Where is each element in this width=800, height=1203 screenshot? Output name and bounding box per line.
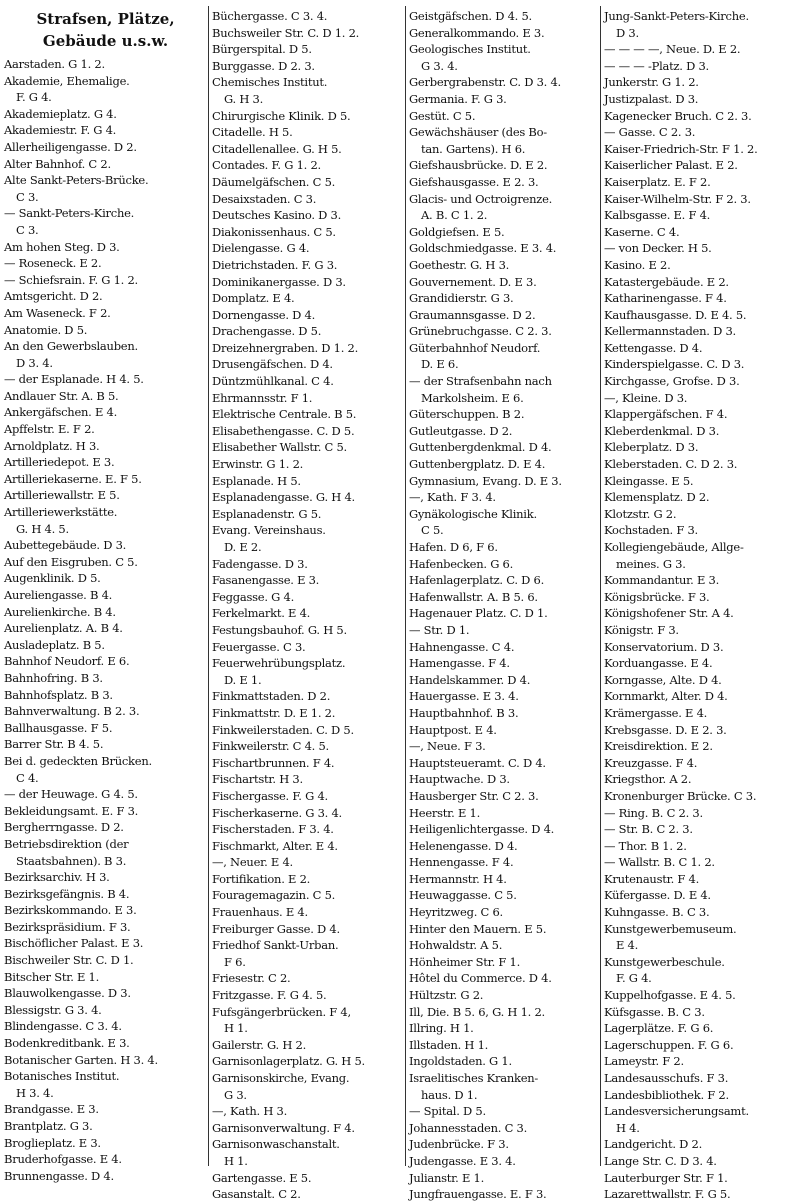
index-entry: Artilleriedepot. E 3. [4, 455, 115, 470]
heading-line-2: Gebäude u.s.w. [42, 32, 169, 50]
index-entry: Kaiserplatz. E. F 2. [604, 174, 711, 189]
index-entry: Lauterburger Str. F 1. [604, 1170, 728, 1185]
index-entry: Hauptsteueramt. C. D 4. [409, 755, 546, 770]
column-divider [405, 6, 406, 1166]
index-entry: Ballhausgasse. F 5. [4, 720, 113, 735]
index-entry: Kleberplatz. D 3. [604, 440, 699, 455]
index-entry: Barrer Str. B 4. 5. [4, 737, 104, 752]
index-entry: Geologisches Institut. [409, 42, 531, 57]
index-entry: Auf den Eisgruben. C 5. [4, 554, 138, 569]
index-entry: Kreuzgasse. F 4. [604, 755, 698, 770]
index-entry: Evang. Vereinshaus. [212, 523, 326, 538]
index-entry: Dominikanergasse. D 3. [212, 274, 346, 289]
index-entry: Alte Sankt-Peters-Brücke. [4, 173, 149, 188]
index-entry: Lagerplätze. F. G 6. [604, 1021, 714, 1036]
index-entry: Handelskammer. D 4. [409, 672, 531, 687]
index-entry: Kommandantur. E 3. [604, 573, 719, 588]
index-entry: Lagerschuppen. F. G 6. [604, 1037, 734, 1052]
index-entry: Justizpalast. D 3. [604, 91, 699, 106]
index-entry: Landesversicherungsamt. [604, 1104, 749, 1119]
index-entry: Hahnengasse. C 4. [409, 639, 515, 654]
index-entry: Garnisonskirche, Evang. [212, 1071, 350, 1085]
index-entry: Buchsweiler Str. C. D 1. 2. [212, 25, 360, 40]
index-entry: Kuhngasse. B. C 3. [604, 905, 710, 920]
index-entry: Giefshausgasse. E 2. 3. [409, 174, 539, 189]
entry-continuation: Markolsheim. E 6. [421, 390, 524, 405]
index-entry: Dielengasse. G 4. [212, 241, 310, 256]
index-entry: Botanisches Institut. [4, 1069, 120, 1084]
index-entry: Fouragemagazin. C 5. [212, 888, 336, 903]
index-entry: Ausladeplatz. B 5. [4, 637, 105, 652]
index-entry: Hültzstr. G 2. [409, 988, 484, 1003]
entry-continuation: F 6. [224, 954, 246, 969]
index-entry: Heiligenlichtergasse. D 4. [409, 822, 555, 837]
index-entry: Katastergebäude. E 2. [604, 274, 729, 289]
column-divider [600, 6, 601, 1166]
entry-continuation: G 3. [224, 1087, 247, 1102]
index-entry: Kinderspielgasse. C. D 3. [604, 357, 745, 372]
index-entry: Finkmattstr. D. E 1. 2. [212, 705, 336, 720]
entry-continuation: haus. D 1. [421, 1087, 478, 1102]
index-entry: Hauergasse. E 3. 4. [409, 689, 519, 704]
entry-continuation: H 4. [616, 1120, 640, 1135]
index-entry: Korduangasse. E 4. [604, 656, 713, 671]
index-entry: Kleingasse. E 5. [604, 473, 694, 488]
index-entry: Hennengasse. F 4. [409, 855, 514, 870]
index-entry: Erwinstr. G 1. 2. [212, 457, 304, 472]
index-entry: Citadelle. H 5. [212, 125, 293, 140]
index-entry: Kaserne. C 4. [604, 224, 680, 239]
entry-list [604, 8, 800, 1203]
index-entry: Fortifikation. E 2. [212, 871, 311, 886]
index-entry: Artilleriewallstr. E 5. [4, 488, 120, 503]
index-entry: Judengasse. E 3. 4. [409, 1153, 516, 1168]
index-entry: Julianstr. E 1. [409, 1170, 484, 1185]
index-entry: — Ring. B. C 2. 3. [604, 805, 703, 820]
entry-continuation: G 3. 4. [421, 58, 458, 73]
index-entry: Artilleriewerkstätte. [4, 505, 118, 520]
index-entry: Chirurgische Klinik. D 5. [212, 108, 351, 123]
index-entry: Hinter den Mauern. E 5. [409, 921, 547, 936]
entry-continuation: G. H 3. [224, 91, 263, 106]
index-entry: Kronenburger Brücke. C 3. [604, 788, 757, 803]
index-entry: Garnisonverwaltung. F 4. [212, 1120, 355, 1135]
index-entry: Gouvernement. D. E 3. [409, 274, 537, 289]
index-entry: Krebsgasse. D. E 2. 3. [604, 722, 727, 737]
index-entry: Landesbibliothek. F 2. [604, 1087, 729, 1102]
index-entry: Hafenbecken. G 6. [409, 556, 514, 571]
index-entry: Elektrische Centrale. B 5. [212, 407, 357, 422]
index-entry: Kleberstaden. C. D 2. 3. [604, 457, 738, 472]
index-entry: Heerstr. E 1. [409, 805, 480, 820]
index-entry: Elisabether Wallstr. C 5. [212, 440, 347, 455]
index-entry: Fadengasse. D 3. [212, 556, 308, 571]
index-entry: Arnoldplatz. H 3. [4, 438, 100, 453]
index-entry: Aurelienkirche. B 4. [4, 604, 116, 619]
index-entry: Hohwaldstr. A 5. [409, 938, 503, 953]
index-entry: — — — -Platz. D 3. [604, 58, 709, 73]
index-column-3 [409, 8, 599, 1202]
index-entry: Akademiestr. F. G 4. [4, 123, 117, 138]
index-entry: Apffelstr. E. F 2. [4, 422, 95, 437]
index-entry: Botanischer Garten. H 3. 4. [4, 1052, 158, 1067]
index-entry: Elisabethengasse. C. D 5. [212, 423, 355, 438]
entry-continuation: G. H 4. 5. [16, 521, 69, 536]
entry-continuation: C 3. [16, 189, 39, 204]
column-divider [208, 6, 209, 1166]
index-entry: Aubettegebäude. D 3. [4, 538, 127, 553]
index-entry: Küfsgasse. B. C 3. [604, 1004, 705, 1019]
index-entry: Am hohen Steg. D 3. [4, 239, 120, 254]
index-entry: Kasino. E 2. [604, 257, 671, 272]
index-entry: Königstr. F 3. [604, 622, 679, 637]
entry-continuation: D. E 6. [421, 357, 459, 372]
index-entry: Friedhof Sankt-Urban. [212, 938, 339, 953]
index-entry: Ingoldstaden. G 1. [409, 1054, 512, 1069]
index-entry: Illring. H 1. [409, 1021, 474, 1036]
index-entry: — Str. B. C 2. 3. [604, 822, 693, 837]
index-entry: Broglieplatz. E 3. [4, 1135, 101, 1150]
index-entry: Hausberger Str. C 2. 3. [409, 788, 539, 803]
index-entry: Bahnverwaltung. B 2. 3. [4, 704, 140, 719]
index-entry: —, Kleine. D 3. [604, 390, 688, 405]
index-entry: Helenengasse. D 4. [409, 838, 518, 853]
index-entry: Gerbergrabenstr. C. D 3. 4. [409, 75, 561, 90]
index-entry: Heuwaggasse. C 5. [409, 888, 517, 903]
index-entry: —, Kath. F 3. 4. [409, 490, 496, 505]
index-entry: Katharinengasse. F 4. [604, 291, 727, 306]
index-entry: Güterschuppen. B 2. [409, 407, 525, 422]
index-entry: Drusengäfschen. D 4. [212, 357, 333, 372]
index-entry: Akademie, Ehemalige. [4, 73, 130, 88]
index-entry: Fischergasse. F. G 4. [212, 788, 328, 803]
entry-continuation: C 4. [16, 770, 39, 785]
entry-continuation: C 5. [421, 523, 444, 538]
index-entry: Fufsgängerbrücken. F 4, [212, 1004, 351, 1019]
index-entry: Grünebruchgasse. C 2. 3. [409, 324, 552, 339]
index-entry: Bergherrngasse. D 2. [4, 820, 124, 835]
index-entry: Bischöflicher Palast. E 3. [4, 936, 144, 951]
index-entry: Finkweilerstr. C 4. 5. [212, 739, 329, 754]
index-entry: Domplatz. E 4. [212, 291, 295, 306]
index-entry: Amtsgericht. D 2. [4, 289, 103, 304]
entry-continuation: D. E 1. [224, 672, 262, 687]
index-entry: Güterbahnhof Neudorf. [409, 340, 541, 355]
index-entry: Aurelienplatz. A. B 4. [4, 621, 123, 636]
index-entry: Hermannstr. H 4. [409, 871, 507, 886]
index-entry: Guttenbergdenkmal. D 4. [409, 440, 552, 455]
index-entry: —, Neue. F 3. [409, 739, 486, 754]
index-entry: Brantplatz. G 3. [4, 1119, 93, 1133]
index-entry: — Roseneck. E 2. [4, 256, 102, 271]
index-entry: Friesestr. C 2. [212, 971, 291, 986]
index-entry: Citadellenallee. G. H 5. [212, 141, 342, 156]
entry-continuation: H 3. 4. [16, 1085, 54, 1100]
index-entry: Fritzgasse. F. G 4. 5. [212, 988, 327, 1003]
index-entry: Diakonissenhaus. C 5. [212, 224, 336, 239]
index-entry: — Sankt-Peters-Kirche. [4, 206, 135, 221]
index-entry: Bahnhof Neudorf. E 6. [4, 654, 130, 669]
entry-continuation: C 3. [16, 222, 39, 237]
index-entry: Bezirksarchiv. H 3. [4, 870, 110, 885]
index-entry: Landgericht. D 2. [604, 1137, 702, 1152]
index-entry: Betriebsdirektion (der [4, 836, 129, 851]
index-entry: Glacis- und Octroigrenze. [409, 191, 553, 206]
index-entry: Goldgiefsen. E 5. [409, 224, 505, 239]
index-entry: Lange Str. C. D 3. 4. [604, 1153, 717, 1168]
entry-continuation: F. G 4. [616, 971, 652, 986]
entry-continuation: D. E 2. [224, 540, 262, 554]
index-entry: Hafen. D 6, F 6. [409, 540, 498, 554]
index-entry: Esplanadengasse. G. H 4. [212, 490, 355, 505]
index-entry: Contades. F. G 1. 2. [212, 158, 321, 173]
index-entry: Finkmattstaden. D 2. [212, 689, 331, 704]
index-entry: Bezirksgefängnis. B 4. [4, 886, 130, 901]
index-entry: Kunstgewerbemuseum. [604, 921, 737, 936]
index-entry: Ferkelmarkt. E 4. [212, 606, 311, 621]
index-entry: Korngasse, Alte. D 4. [604, 672, 722, 687]
index-entry: Hauptpost. E 4. [409, 722, 497, 737]
index-entry: Kettengasse. D 4. [604, 340, 703, 355]
index-entry: Esplanade. H 5. [212, 473, 301, 488]
index-entry: Kuppelhofgasse. E 4. 5. [604, 988, 736, 1003]
index-entry: Feuergasse. C 3. [212, 639, 306, 654]
index-entry: Fischmarkt, Alter. E 4. [212, 838, 338, 853]
index-entry: Drachengasse. D 5. [212, 324, 322, 339]
index-entry: Hönheimer Str. F 1. [409, 954, 521, 969]
index-entry: Dornengasse. D 4. [212, 307, 315, 322]
index-entry: Graumannsgasse. D 2. [409, 307, 536, 322]
index-entry: Kaiser-Wilhelm-Str. F 2. 3. [604, 191, 751, 206]
index-entry: Hagenauer Platz. C. D 1. [409, 606, 548, 621]
entry-list [4, 56, 207, 1184]
index-entry: —, Kath. H 3. [212, 1104, 288, 1119]
entry-list [409, 8, 599, 1203]
index-entry: Fischerstaden. F 3. 4. [212, 822, 334, 837]
index-entry: Giefshausbrücke. D. E 2. [409, 158, 548, 173]
index-entry: Guttenbergplatz. D. E 4. [409, 457, 546, 472]
entry-list [212, 8, 404, 1203]
index-entry: — von Decker. H 5. [604, 241, 712, 256]
index-entry: Lazarettwallstr. F. G 5. [604, 1187, 731, 1202]
index-entry: Königshofener Str. A 4. [604, 606, 734, 621]
index-entry: Junkerstr. G 1. 2. [604, 75, 699, 90]
index-column-4 [604, 8, 800, 1202]
entry-continuation: A. B. C 1. 2. [421, 208, 488, 223]
index-entry: — Gasse. C 2. 3. [604, 125, 696, 140]
index-entry: Feuerwehrübungsplatz. [212, 656, 346, 671]
index-entry: Blauwolkengasse. D 3. [4, 986, 131, 1001]
index-entry: Judenbrücke. F 3. [409, 1137, 509, 1152]
index-entry: Hafenwallstr. A. B 5. 6. [409, 589, 538, 604]
index-entry: Kornmarkt, Alter. D 4. [604, 689, 728, 704]
index-entry: Germania. F. G 3. [409, 91, 507, 106]
index-entry: Hafenlagerplatz. C. D 6. [409, 573, 544, 588]
index-entry: Bruderhofgasse. E 4. [4, 1152, 122, 1167]
index-entry: Bezirkskommando. E 3. [4, 903, 137, 918]
index-entry: Am Waseneck. F 2. [4, 305, 111, 320]
index-entry: Finkweilerstaden. C. D 5. [212, 722, 354, 737]
index-entry: — Schiefsrain. F. G 1. 2. [4, 272, 138, 287]
index-entry: Gynäkologische Klinik. [409, 506, 537, 521]
index-entry: Augenklinik. D 5. [4, 571, 101, 586]
index-entry: Kaufhausgasse. D. E 4. 5. [604, 307, 747, 322]
index-entry: Küfergasse. D. E 4. [604, 888, 711, 903]
index-entry: Bei d. gedeckten Brücken. [4, 753, 152, 768]
index-entry: Brandgasse. E 3. [4, 1102, 99, 1117]
index-entry: Garnisonlagerplatz. G. H 5. [212, 1054, 365, 1069]
index-entry: Klotzstr. G 2. [604, 506, 677, 521]
index-entry: Gutleutgasse. D 2. [409, 423, 513, 438]
entry-continuation: D 3. 4. [16, 355, 53, 370]
index-entry: Dreizehnergraben. D 1. 2. [212, 340, 359, 355]
index-entry: — der Strafsenbahn nach [409, 374, 552, 389]
index-entry: Gailerstr. G. H 2. [212, 1037, 307, 1052]
index-entry: Geistgäfschen. D 4. 5. [409, 9, 532, 23]
index-entry: Desaixstaden. C 3. [212, 191, 317, 206]
index-entry: Konservatorium. D 3. [604, 639, 724, 654]
index-entry: Goldschmiedgasse. E 3. 4. [409, 241, 557, 256]
index-entry: — Wallstr. B. C 1. 2. [604, 855, 715, 870]
index-entry: Fischerkaserne. G 3. 4. [212, 805, 342, 820]
index-entry: Kalbsgasse. E. F 4. [604, 208, 711, 223]
index-entry: Artilleriekaserne. E. F 5. [4, 471, 142, 486]
entry-continuation: Staatsbahnen). B 3. [16, 853, 127, 868]
index-entry: Düntzmühlkanal. C 4. [212, 374, 334, 389]
index-entry: Hamengasse. F 4. [409, 656, 510, 671]
entry-continuation: H 1. [224, 1153, 248, 1168]
index-entry: Bahnhofring. B 3. [4, 670, 103, 685]
entry-continuation: tan. Gartens). H 6. [421, 141, 526, 156]
index-entry: Bitscher Str. E 1. [4, 969, 100, 984]
index-entry: Ill, Die. B 5. 6, G. H 1. 2. [409, 1004, 545, 1019]
index-entry: Kaiserlicher Palast. E 2. [604, 158, 738, 173]
index-entry: Bezirkspräsidium. F 3. [4, 919, 131, 934]
index-entry: Blindengasse. C 3. 4. [4, 1019, 122, 1034]
index-entry: Aarstaden. G 1. 2. [4, 57, 105, 71]
index-entry: Bodenkreditbank. E 3. [4, 1036, 130, 1051]
index-entry: Esplanadenstr. G 5. [212, 506, 322, 521]
entry-continuation: D 3. [616, 25, 639, 40]
index-entry: Alter Bahnhof. C 2. [4, 156, 111, 171]
index-entry: Bischweiler Str. C. D 1. [4, 953, 134, 968]
index-entry: Festungsbauhof. G. H 5. [212, 622, 347, 637]
index-entry: Allerheiligengasse. D 2. [4, 139, 137, 154]
index-entry: Kaiser-Friedrich-Str. F 1. 2. [604, 141, 758, 156]
index-entry: Kagenecker Bruch. C 2. 3. [604, 108, 752, 123]
heading-line-1: Strafsen, Plätze, [36, 10, 175, 28]
index-entry: Burggasse. D 2. 3. [212, 58, 315, 73]
index-entry: Kirchgasse, Grofse. D 3. [604, 374, 740, 389]
index-entry: Gartengasse. E 5. [212, 1170, 312, 1185]
index-entry: Kellermannstaden. D 3. [604, 324, 736, 339]
index-entry: Israelitisches Kranken- [409, 1071, 539, 1085]
index-entry: Büchergasse. C 3. 4. [212, 9, 328, 23]
index-entry: Garnisonwaschanstalt. [212, 1137, 340, 1152]
index-entry: — — — —, Neue. D. E 2. [604, 42, 741, 57]
index-entry: Hôtel du Commerce. D 4. [409, 971, 552, 986]
index-entry: Fasanengasse. E 3. [212, 573, 320, 588]
index-entry: Fischartbrunnen. F 4. [212, 755, 335, 770]
index-entry: Hauptbahnhof. B 3. [409, 705, 519, 720]
index-entry: Landesausschufs. F 3. [604, 1071, 729, 1085]
index-entry: Aureliengasse. B 4. [4, 588, 113, 602]
index-entry: Gestüt. C 5. [409, 108, 476, 123]
index-entry: Goethestr. G. H 3. [409, 257, 510, 272]
index-entry: Andlauer Str. A. B 5. [4, 388, 119, 403]
index-entry: An den Gewerbslauben. [4, 339, 138, 354]
entry-continuation: meines. G 3. [616, 556, 686, 571]
index-entry: Anatomie. D 5. [4, 322, 88, 337]
index-entry: Königsbrücke. F 3. [604, 589, 710, 604]
index-entry: — der Heuwage. G 4. 5. [4, 787, 138, 802]
index-entry: —, Neuer. E 4. [212, 855, 293, 870]
index-entry: — Spital. D 5. [409, 1104, 486, 1119]
index-entry: — Thor. B 1. 2. [604, 838, 687, 853]
index-entry: Deutsches Kasino. D 3. [212, 208, 341, 223]
entry-continuation: F. G 4. [16, 90, 52, 105]
index-entry: Gymnasium, Evang. D. E 3. [409, 473, 562, 488]
entry-continuation: E 4. [616, 938, 639, 953]
index-entry: Däumelgäfschen. C 5. [212, 174, 336, 189]
index-entry: Kleberdenkmal. D 3. [604, 423, 720, 438]
index-entry: Grandidierstr. G 3. [409, 291, 514, 306]
index-entry: Chemisches Institut. [212, 75, 328, 90]
index-entry: Kollegiengebäude, Allge- [604, 540, 744, 554]
index-entry: Fischartstr. H 3. [212, 772, 303, 787]
index-entry: Akademieplatz. G 4. [4, 106, 117, 121]
index-entry: Klappergäfschen. F 4. [604, 407, 728, 422]
index-entry: Bahnhofsplatz. B 3. [4, 687, 113, 702]
index-entry: Kriegsthor. A 2. [604, 772, 692, 787]
index-entry: Johannesstaden. C 3. [409, 1120, 528, 1135]
index-entry: Jung-Sankt-Peters-Kirche. [604, 9, 749, 23]
index-entry: Dietrichstaden. F. G 3. [212, 257, 338, 272]
entry-continuation: H 1. [224, 1021, 248, 1036]
index-entry: — der Esplanade. H 4. 5. [4, 372, 144, 387]
index-entry: Generalkommando. E 3. [409, 25, 545, 40]
index-entry: Illstaden. H 1. [409, 1037, 489, 1052]
index-column-1 [4, 8, 207, 1183]
index-entry: Freiburger Gasse. D 4. [212, 921, 340, 936]
index-entry: Jungfrauengasse. E. F 3. [409, 1187, 547, 1202]
index-entry: Gasanstalt. C 2. [212, 1187, 301, 1202]
index-entry: Feggasse. G 4. [212, 589, 294, 604]
index-entry: Gewächshäuser (des Bo- [409, 125, 547, 140]
index-entry: — Str. D 1. [409, 622, 470, 637]
index-entry: Ehrmannsstr. F 1. [212, 390, 313, 405]
index-entry: Krutenaustr. F 4. [604, 871, 700, 886]
index-entry: Kunstgewerbeschule. [604, 954, 725, 969]
index-entry: Lameystr. F 2. [604, 1054, 684, 1069]
index-entry: Heyritzweg. C 6. [409, 905, 503, 920]
index-entry: Kochstaden. F 3. [604, 523, 698, 538]
index-entry: Bürgerspital. D 5. [212, 42, 312, 57]
index-entry: Hauptwache. D 3. [409, 772, 510, 787]
index-entry: Frauenhaus. E 4. [212, 905, 308, 920]
index-entry: Kreisdirektion. E 2. [604, 739, 713, 754]
index-entry: Blessigstr. G 3. 4. [4, 1002, 102, 1017]
index-entry: Klemensplatz. D 2. [604, 490, 710, 505]
index-entry: Brunnengasse. D 4. [4, 1168, 114, 1183]
index-entry: Ankergäfschen. E 4. [4, 405, 118, 420]
index-entry: Krämergasse. E 4. [604, 705, 708, 720]
index-entry: Bekleidungsamt. E. F 3. [4, 803, 139, 818]
index-column-2 [212, 8, 404, 1202]
